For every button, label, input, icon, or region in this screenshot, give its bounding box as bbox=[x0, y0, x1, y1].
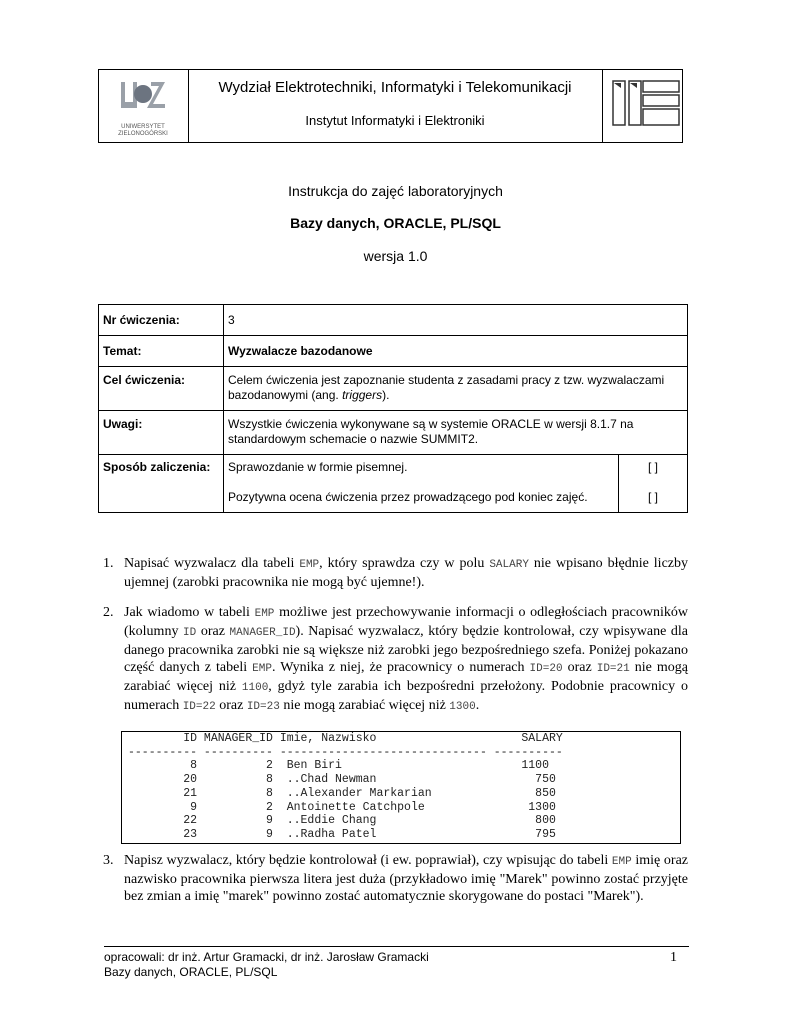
table-row bbox=[99, 411, 688, 455]
logo-text-1: UNIWERSYTET bbox=[121, 124, 165, 130]
table-row bbox=[99, 305, 688, 336]
footer-course: Bazy danych, ORACLE, PL/SQL bbox=[104, 965, 278, 979]
task-2-number: 2. bbox=[103, 605, 114, 620]
cel-label: Cel ćwiczenia: bbox=[99, 367, 224, 411]
sposob-label: Sposób zaliczenia: bbox=[99, 455, 224, 513]
version-label: wersja 1.0 bbox=[363, 248, 428, 264]
iie-logo-icon bbox=[603, 70, 683, 142]
task-3-text: Napisz wyzwalacz, który będzie kontrolował (i ew. poprawiał), czy wpisując do tabeli EMP imię oraz nazwisko pracownika pierwsza litera jest duża (przykładowo imię "Marek" powinno zostać przyjęte bez zmian a imię "marek" powinno zostać automatycznie skorygowane do postaci "Marek"). bbox=[124, 853, 688, 904]
page-number: 1 bbox=[670, 950, 677, 965]
sposob-item-1: Sprawozdanie w formie pisemnej. bbox=[228, 460, 408, 474]
temat-value: Wyzwalacze bazodanowe bbox=[224, 336, 688, 367]
uwagi-label: Uwagi: bbox=[99, 411, 224, 455]
task-1 bbox=[103, 555, 688, 595]
sposob-items bbox=[224, 455, 619, 513]
faculty-name: Wydział Elektrotechniki, Informatyki i Telekomunikacji bbox=[218, 79, 572, 96]
institute-logo bbox=[602, 70, 683, 142]
temat-label: Temat: bbox=[99, 336, 224, 367]
output-header: ID MANAGER_ID Imie, Nazwisko SALARY bbox=[128, 732, 563, 745]
table-row bbox=[99, 336, 688, 367]
header-box bbox=[98, 69, 683, 143]
emp-data-output bbox=[121, 731, 681, 844]
sposob-item-2: Pozytywna ocena ćwiczenia przez prowadzącego pod koniec zajęć. bbox=[228, 490, 588, 504]
university-logo bbox=[99, 70, 189, 142]
table-row bbox=[99, 455, 688, 513]
task-1-text: Napisać wyzwalacz dla tabeli EMP, który sprawdza czy w polu SALARY nie wpisano błędnie liczby ujemnej (zarobki pracownika nie mogą być ujemne!). bbox=[124, 556, 688, 590]
course-title: Bazy danych, ORACLE, PL/SQL bbox=[290, 215, 501, 231]
task-1-number: 1. bbox=[103, 556, 114, 571]
output-row: 22 9 ..Eddie Chang 800 bbox=[128, 814, 556, 828]
instruction-title: Instrukcja do zajęć laboratoryjnych bbox=[288, 183, 503, 199]
output-row: 23 9 ..Radha Patel 795 bbox=[128, 827, 556, 841]
task-3 bbox=[103, 852, 688, 922]
task-2-text: Jak wiadomo w tabeli EMP możliwe jest przechowywanie informacji o odległościach pracowników (kolumny ID oraz MANAGER_ID). Napisać wyzwalacz, który będzie kontrolował, czy wpisywane dla danego pracownika zarobki nie są większe niż zarobki jego bezpośredniego szefa. Poniżej pokazano część danych z tabeli EMP. Wynika z niej, że pracownicy o numerach ID=20 oraz ID=21 nie mogą zarabiać więcej niż 1100, gdyż tyle zarabia ich bezpośredni przełożony. Podobnie pracownicy o numerach ID=22 oraz ID=23 nie mogą zarabiać więcej niż 1300. bbox=[124, 605, 688, 713]
nr-value: 3 bbox=[224, 305, 688, 336]
cel-value: Celem ćwiczenia jest zapoznanie studenta z zasadami pracy z tzw. wyzwalaczami bazodanowymi (ang. triggers). bbox=[224, 367, 688, 411]
uwagi-value: Wszystkie ćwiczenia wykonywane są w systemie ORACLE w wersji 8.1.7 na standardowym schemacie o nazwie SUMMIT2. bbox=[224, 411, 688, 455]
output-row: 9 2 Antoinette Catchpole 1300 bbox=[128, 800, 556, 814]
institute-name: Instytut Informatyki i Elektroniki bbox=[305, 113, 485, 128]
checkbox-2[interactable]: [ ] bbox=[647, 490, 658, 504]
output-separator: ---------- ---------- ------------------------------ ---------- bbox=[128, 745, 563, 759]
uz-logo-icon bbox=[99, 70, 188, 142]
table-row bbox=[99, 367, 688, 411]
task-3-number: 3. bbox=[103, 853, 114, 868]
output-row: 8 2 Ben Biri 1100 bbox=[128, 759, 549, 773]
checkbox-1[interactable]: [ ] bbox=[647, 460, 658, 474]
logo-text-2: ZIELONOGÓRSKI bbox=[118, 131, 168, 137]
footer-divider bbox=[104, 946, 689, 947]
nr-label: Nr ćwiczenia: bbox=[99, 305, 224, 336]
checkbox-column bbox=[619, 455, 688, 513]
footer-authors: opracowali: dr inż. Artur Gramacki, dr inż. Jarosław Gramacki bbox=[104, 950, 429, 964]
emp-output-text bbox=[128, 732, 563, 842]
task-2 bbox=[103, 604, 688, 724]
output-row: 20 8 ..Chad Newman 750 bbox=[128, 773, 556, 787]
exercise-info-table bbox=[98, 304, 688, 513]
output-row: 21 8 ..Alexander Markarian 850 bbox=[128, 786, 556, 800]
